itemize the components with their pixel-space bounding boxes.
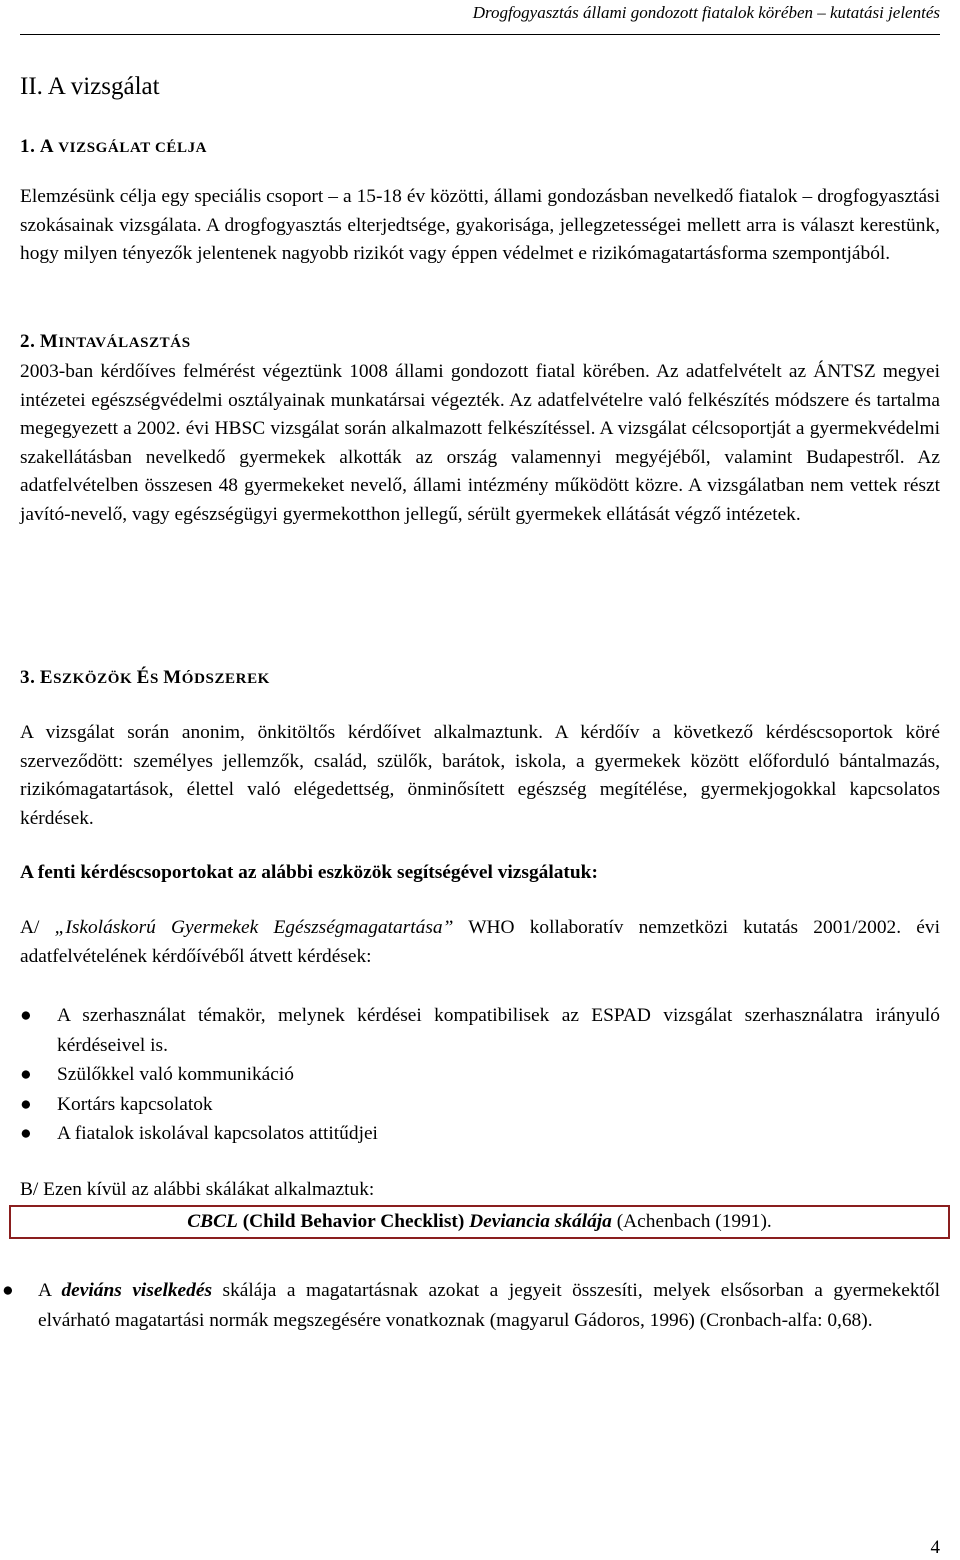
bullet-list-a (20, 1001, 940, 1149)
cbcl-scale-name: Deviancia skálája (469, 1211, 612, 1232)
bullet-icon: ● (20, 1064, 32, 1085)
cbcl-abbr: CBCL (187, 1211, 238, 1232)
list-item: ● Kortárs kapcsolatok (20, 1090, 940, 1120)
bullet-list-b (0, 1276, 940, 1335)
bullet-icon: ● (20, 1093, 32, 1115)
section-1-heading: 1. A VIZSGÁLAT CÉLJA (20, 136, 208, 157)
running-title: Drogfogyasztás állami gondozott fiatalok körében – kutatási jelentés (472, 3, 940, 22)
bullet-icon: ● (20, 1123, 32, 1144)
part-b-intro: B/ Ezen kívül az alábbi skálákat alkalmaztuk: (20, 1179, 375, 1200)
bullet-icon: ● (20, 1005, 32, 1026)
survey-title: „Iskoláskorú Gyermekek Egészségmagatartása” (54, 917, 454, 938)
deviant-term: deviáns viselkedés (61, 1280, 213, 1301)
chapter-title: II. A vizsgálat (20, 73, 160, 100)
bullet-icon: ● (2, 1280, 14, 1301)
list-item: ● A deviáns viselkedés skálája a magatartásnak azokat a jegyeit összesíti, melyek elsősorban a gyermekektől elvárható magatartási normák megszegésére vonatkoznak (magyarul Gádoros, 1996) (Cronbach-alfa: 0,68). (0, 1276, 940, 1335)
list-item: ● A szerhasználat témakör, melynek kérdései kompatibilisek az ESPAD vizsgálat szerhasználatra irányuló kérdéseivel is. (20, 1001, 940, 1060)
section-1-paragraph: Elemzésünk célja egy speciális csoport – a 15-18 év közötti, állami gondozásban nevelkedő fiatalok – drogfogyasztási szokásainak vizsgálata. A drogfogyasztás elterjedtsége, gyakorisága, jellegzetességei mellett arra is választ kerestünk, hogy milyen tényezők jelentenek nagyobb rizikót vagy éppen védelmet e rizikómagatartásforma szempontjából. (20, 186, 940, 264)
cbcl-scale-box: CBCL (Child Behavior Checklist) Deviancia skálája (Achenbach (1991). (9, 1205, 950, 1239)
tools-heading: A fenti kérdéscsoportokat az alábbi eszközök segítségével vizsgálatuk: (20, 862, 598, 883)
list-item: ● Szülőkkel való kommunikáció (20, 1060, 940, 1090)
section-3-paragraph: A vizsgálat során anonim, önkitöltős kérdőívet alkalmaztunk. A kérdőív a következő kérdéscsoportok köré szerveződött: személyes jellemzők, család, szülők, barátok, iskola, a gyermekek között előforduló bántalmazás, rizikómagatartások, élettel való elégedettség, önminősített egészség megítélése, gyermekjogokkal kapcsolatos kérdések. (20, 722, 940, 829)
running-header (20, 0, 940, 35)
part-a-intro: A/ „Iskoláskorú Gyermekek Egészségmagatartása” WHO kollaboratív nemzetközi kutatás 2001/2002. évi adatfelvételének kérdőívéből átvett kérdések: (20, 917, 940, 967)
list-item: ● A fiatalok iskolával kapcsolatos attitűdjei (20, 1119, 940, 1149)
section-3-heading: 3. ESZKÖZÖK ÉS MÓDSZEREK (20, 667, 270, 688)
page-number: 4 (930, 1537, 940, 1558)
section-2-paragraph: 2003-ban kérdőíves felmérést végeztünk 1008 állami gondozott fiatal körében. Az adatfelvételt az ÁNTSZ megyei intézetei egészségvédelmi osztályainak munkatársai végezték. Az adatfelvételre való felkészítés módszere és tartalma megegyezett a 2002. évi HBSC vizsgálat során alkalmazott felkészítéssel. A vizsgálat célcsoportját a gyermekvédelmi szakellátásban nevelkedő gyermekek alkották az ország valamennyi megyéjéből, valamint Budapestről. Az adatfelvételben összesen 48 gyermekeket nevelő, állami intézmény működött közre. A vizsgálatban nem vettek részt javító-nevelő, vagy egészségügyi gyermekotthon jellegű, sérült gyermekek ellátását végző intézetek. (20, 361, 940, 525)
section-2-heading: 2. MINTAVÁLASZTÁS (20, 331, 191, 352)
